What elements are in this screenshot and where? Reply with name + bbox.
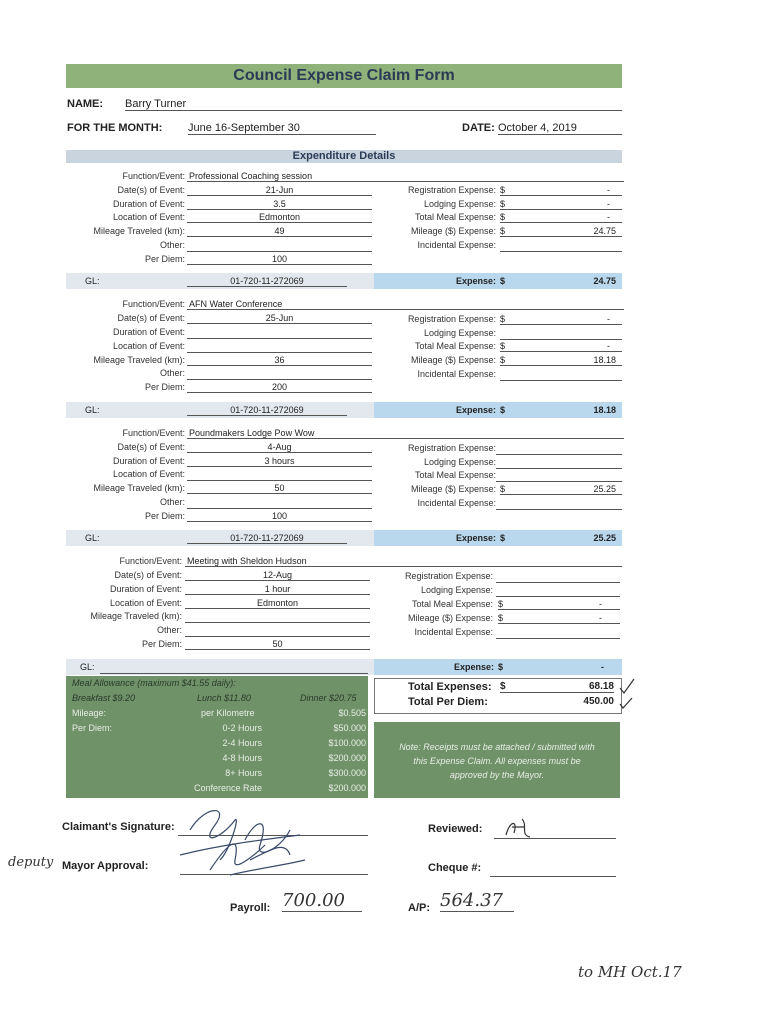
per-diem-field[interactable]: 200 bbox=[187, 382, 372, 393]
ap-label: A/P: bbox=[408, 902, 430, 914]
incidental-field[interactable] bbox=[496, 627, 620, 639]
meal-field[interactable]: $ - bbox=[500, 212, 622, 223]
registration-label: Registration Expense: bbox=[407, 314, 496, 324]
per-diem-rate-label: 4-8 Hours bbox=[222, 753, 262, 763]
other-field[interactable] bbox=[187, 240, 372, 252]
duration-field[interactable]: 3 hours bbox=[187, 456, 372, 467]
lodging-label: Lodging Expense: bbox=[420, 585, 493, 595]
per-diem-rates-label: Per Diem: bbox=[72, 723, 113, 733]
mileage-rate-label: Mileage: bbox=[72, 708, 107, 718]
lunch-rate: Lunch $11.80 bbox=[197, 693, 251, 703]
per-diem-label: Per Diem: bbox=[144, 382, 185, 392]
total-expenses-value: $ 68.18 bbox=[500, 681, 614, 692]
mileage-field[interactable]: 36 bbox=[187, 355, 372, 366]
function-label: Function/Event: bbox=[122, 428, 185, 438]
mileage-expense-field[interactable]: $ 24.75 bbox=[500, 226, 622, 237]
gl-field[interactable]: 01-720-11-272069 bbox=[187, 405, 347, 416]
reviewer-initials-image bbox=[500, 815, 540, 843]
location-field[interactable]: Edmonton bbox=[187, 212, 372, 223]
function-field[interactable]: Professional Coaching session bbox=[187, 171, 624, 182]
date-field[interactable]: October 4, 2019 bbox=[498, 122, 622, 135]
ap-value[interactable]: 564.37 bbox=[440, 890, 514, 912]
function-label: Function/Event: bbox=[122, 171, 185, 181]
duration-label: Duration of Event: bbox=[112, 327, 185, 337]
other-label: Other: bbox=[159, 497, 185, 507]
per-diem-rate-value: $200.000 bbox=[328, 783, 366, 793]
breakfast-rate: Breakfast $9.20 bbox=[72, 693, 136, 703]
per-diem-rate-value: $300.000 bbox=[328, 768, 366, 778]
cheque-field[interactable] bbox=[490, 876, 616, 877]
checkmark-icon bbox=[618, 676, 638, 712]
location-field[interactable]: Edmonton bbox=[185, 598, 370, 609]
lodging-field[interactable] bbox=[496, 585, 620, 597]
mileage-field[interactable]: 49 bbox=[187, 226, 372, 237]
meal-label: Total Meal Expense: bbox=[411, 599, 493, 609]
duration-label: Duration of Event: bbox=[112, 199, 185, 209]
lodging-field[interactable] bbox=[500, 328, 622, 340]
gl-label: GL: bbox=[85, 405, 100, 415]
note-line: Note: Receipts must be attached / submitted with bbox=[399, 742, 595, 752]
location-label: Location of Event: bbox=[109, 598, 182, 608]
lodging-field[interactable]: $ - bbox=[500, 199, 622, 210]
function-label: Function/Event: bbox=[119, 556, 182, 566]
meal-label: Total Meal Expense: bbox=[414, 341, 496, 351]
deputy-margin-note: deputy bbox=[8, 855, 54, 870]
lodging-field[interactable] bbox=[496, 457, 622, 469]
per-diem-rate-value: $100.000 bbox=[328, 738, 366, 748]
duration-label: Duration of Event: bbox=[112, 456, 185, 466]
mileage-rate-unit: per Kilometre bbox=[201, 708, 255, 718]
meal-field[interactable] bbox=[496, 470, 622, 482]
mileage-expense-label: Mileage ($) Expense: bbox=[410, 484, 496, 494]
expense-label: Expense: bbox=[456, 533, 497, 543]
gl-label: GL: bbox=[80, 662, 95, 672]
gl-field[interactable]: 01-720-11-272069 bbox=[187, 533, 347, 544]
location-label: Location of Event: bbox=[112, 212, 185, 222]
incidental-field[interactable] bbox=[500, 369, 622, 381]
per-diem-field[interactable]: 50 bbox=[185, 639, 370, 650]
registration-label: Registration Expense: bbox=[407, 443, 496, 453]
mayor-signature-image bbox=[190, 830, 310, 880]
registration-label: Registration Expense: bbox=[404, 571, 493, 581]
incidental-label: Incidental Expense: bbox=[417, 240, 496, 250]
mileage-expense-label: Mileage ($) Expense: bbox=[410, 226, 496, 236]
mileage-label: Mileage Traveled (km): bbox=[93, 355, 185, 365]
total-per-diem-value: 450.00 bbox=[583, 696, 614, 707]
dates-field[interactable]: 21-Jun bbox=[187, 185, 372, 196]
meal-allowance-header: Meal Allowance (maximum $41.55 daily): bbox=[72, 678, 236, 688]
claimant-signature-label: Claimant's Signature: bbox=[62, 821, 175, 833]
mileage-expense-label: Mileage ($) Expense: bbox=[407, 613, 493, 623]
month-field[interactable]: June 16-September 30 bbox=[188, 122, 376, 135]
gl-field[interactable] bbox=[100, 662, 368, 674]
mileage-field[interactable] bbox=[185, 611, 370, 623]
incidental-label: Incidental Expense: bbox=[414, 627, 493, 637]
duration-field[interactable]: 1 hour bbox=[185, 584, 370, 595]
per-diem-field[interactable]: 100 bbox=[187, 511, 372, 522]
lodging-label: Lodging Expense: bbox=[423, 457, 496, 467]
dates-field[interactable]: 4-Aug bbox=[187, 442, 372, 453]
other-label: Other: bbox=[156, 625, 182, 635]
meal-field[interactable]: $ - bbox=[498, 599, 620, 610]
registration-field[interactable]: $ - bbox=[500, 314, 622, 325]
reviewed-label: Reviewed: bbox=[428, 823, 483, 835]
dates-label: Date(s) of Event: bbox=[117, 185, 185, 195]
meal-field[interactable]: $ - bbox=[500, 341, 622, 352]
expense-label: Expense: bbox=[454, 662, 495, 672]
duration-field[interactable] bbox=[187, 327, 372, 339]
other-field[interactable] bbox=[187, 368, 372, 380]
duration-field[interactable]: 3.5 bbox=[187, 199, 372, 210]
per-diem-rate-label: 0-2 Hours bbox=[222, 723, 262, 733]
dates-label: Date(s) of Event: bbox=[117, 442, 185, 452]
section-title: Expenditure Details bbox=[66, 150, 622, 163]
month-label: FOR THE MONTH: bbox=[67, 122, 163, 134]
incidental-label: Incidental Expense: bbox=[417, 369, 496, 379]
mileage-label: Mileage Traveled (km): bbox=[93, 483, 185, 493]
dates-field[interactable]: 25-Jun bbox=[187, 313, 372, 324]
cheque-label: Cheque #: bbox=[428, 862, 482, 874]
dates-label: Date(s) of Event: bbox=[114, 570, 182, 580]
mileage-expense-field[interactable]: $ 18.18 bbox=[500, 355, 622, 366]
registration-field[interactable] bbox=[496, 571, 620, 583]
function-field[interactable]: Meeting with Sheldon Hudson bbox=[185, 556, 622, 567]
per-diem-rate-label: 2-4 Hours bbox=[222, 738, 262, 748]
function-label: Function/Event: bbox=[122, 299, 185, 309]
payroll-label: Payroll: bbox=[230, 902, 271, 914]
name-label: NAME: bbox=[67, 98, 104, 110]
name-field[interactable]: Barry Turner bbox=[125, 98, 622, 111]
per-diem-label: Per Diem: bbox=[144, 511, 185, 521]
incidental-label: Incidental Expense: bbox=[417, 498, 496, 508]
expense-label: Expense: bbox=[456, 276, 497, 286]
date-label: DATE: bbox=[462, 122, 495, 134]
registration-field[interactable]: $ - bbox=[500, 185, 622, 196]
meal-label: Total Meal Expense: bbox=[414, 212, 496, 222]
lodging-label: Lodging Expense: bbox=[423, 328, 496, 338]
gl-label: GL: bbox=[85, 276, 100, 286]
per-diem-rate-label: 8+ Hours bbox=[225, 768, 262, 778]
total-expenses-label: Total Expenses: bbox=[408, 681, 492, 693]
location-field[interactable] bbox=[187, 469, 372, 481]
other-field[interactable] bbox=[187, 497, 372, 509]
mayor-approval-label: Mayor Approval: bbox=[62, 860, 149, 872]
per-diem-rate-label: Conference Rate bbox=[193, 783, 262, 793]
dates-field[interactable]: 12-Aug bbox=[185, 570, 370, 581]
registration-label: Registration Expense: bbox=[407, 185, 496, 195]
expense-value: $ 18.18 bbox=[500, 405, 616, 415]
per-diem-rate-value: $50.000 bbox=[333, 723, 366, 733]
note-line: approved by the Mayor. bbox=[449, 770, 545, 780]
per-diem-label: Per Diem: bbox=[141, 639, 182, 649]
duration-label: Duration of Event: bbox=[109, 584, 182, 594]
form-title: Council Expense Claim Form bbox=[66, 64, 622, 88]
expense-value: $ - bbox=[498, 662, 604, 672]
incidental-field[interactable] bbox=[496, 498, 622, 510]
total-per-diem-label: Total Per Diem: bbox=[408, 696, 488, 708]
mileage-label: Mileage Traveled (km): bbox=[90, 611, 182, 621]
mileage-rate-value: $0.505 bbox=[338, 708, 366, 718]
function-field[interactable]: AFN Water Conference bbox=[187, 299, 624, 310]
mileage-expense-field[interactable]: $ - bbox=[498, 613, 620, 624]
per-diem-rate-value: $200.000 bbox=[328, 753, 366, 763]
gl-field[interactable]: 01-720-11-272069 bbox=[187, 276, 347, 287]
location-field[interactable] bbox=[187, 341, 372, 353]
expense-label: Expense: bbox=[456, 405, 497, 415]
mileage-label: Mileage Traveled (km): bbox=[93, 226, 185, 236]
incidental-field[interactable] bbox=[500, 240, 622, 252]
per-diem-field[interactable]: 100 bbox=[187, 254, 372, 265]
payroll-value[interactable]: 700.00 bbox=[282, 890, 362, 912]
mileage-expense-field[interactable]: $ 25.25 bbox=[500, 484, 622, 495]
lodging-label: Lodging Expense: bbox=[423, 199, 496, 209]
registration-field[interactable] bbox=[496, 443, 622, 455]
note-line: this Expense Claim. All expenses must be bbox=[413, 756, 581, 766]
other-label: Other: bbox=[159, 240, 185, 250]
location-label: Location of Event: bbox=[112, 469, 185, 479]
meal-label: Total Meal Expense: bbox=[414, 470, 496, 480]
function-field[interactable]: Poundmakers Lodge Pow Wow bbox=[187, 428, 624, 439]
expense-value: $ 25.25 bbox=[500, 533, 616, 543]
other-field[interactable] bbox=[185, 625, 370, 637]
dinner-rate: Dinner $20.75 bbox=[300, 693, 357, 703]
gl-label: GL: bbox=[85, 533, 100, 543]
per-diem-label: Per Diem: bbox=[144, 254, 185, 264]
dates-label: Date(s) of Event: bbox=[117, 313, 185, 323]
mileage-expense-label: Mileage ($) Expense: bbox=[410, 355, 496, 365]
expense-value: $ 24.75 bbox=[500, 276, 616, 286]
location-label: Location of Event: bbox=[112, 341, 185, 351]
mileage-field[interactable]: 50 bbox=[187, 483, 372, 494]
routing-note: to MH Oct.17 bbox=[578, 963, 682, 981]
other-label: Other: bbox=[159, 368, 185, 378]
